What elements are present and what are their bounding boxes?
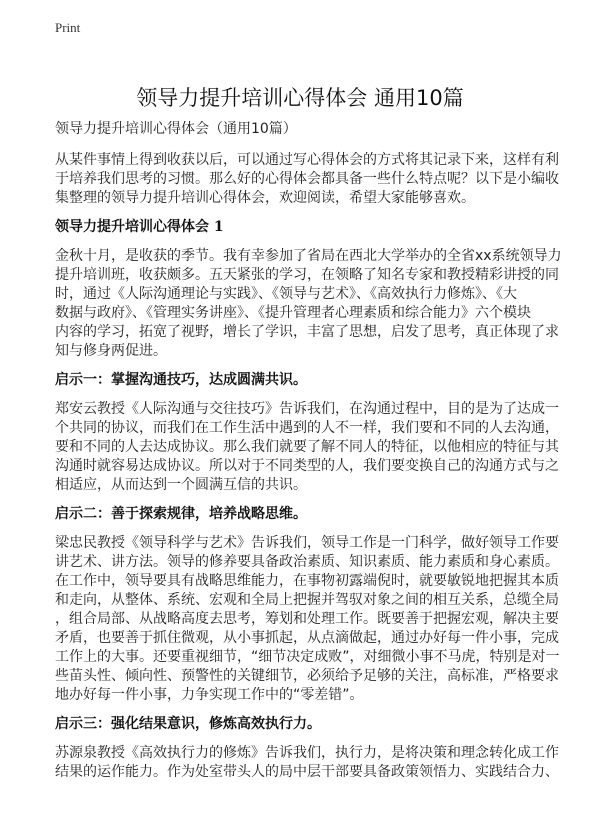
text-line: 苏源泉教授《高效执行力的修炼》告诉我们，执行力，是将决策和理念转化成工作	[55, 745, 559, 761]
print-link[interactable]: Print	[55, 20, 81, 35]
text-line: 沟通时就容易达成协议。所以对于不同类型的人，我们要变换自己的沟通方式与之	[55, 458, 559, 474]
heading-insight-3: 启示三：强化结果意识，修炼高效执行力。	[55, 716, 321, 732]
text-line: 在工作中，领导要具有战略思维能力，在事物初露端倪时，就要敏锐地把握其本质	[55, 573, 559, 589]
text-line: 讲艺术、讲方法。领导的修养要具备政治素质、知识素质、能力素质和身心素质。	[55, 554, 559, 570]
paragraph-4	[55, 744, 559, 782]
text-line: 集整理的领导力提升培训心得体会，欢迎阅读，希望大家能够喜欢。	[55, 190, 475, 206]
text-line: 知与修身两促进。	[55, 343, 167, 359]
heading-insight-1: 启示一：掌握沟通技巧，达成圆满共识。	[55, 372, 307, 388]
document-title: 领导力提升培训心得体会 通用10篇	[136, 86, 464, 110]
text-line: ，组合局部、从战略高度去思考，筹划和处理工作。既要善于把握宏观，解决主要	[55, 611, 559, 627]
text-line: 和走向，从整体、系统、宏观和全局上把握并驾驭对象之间的相互关系，总缆全局	[55, 592, 559, 608]
document-body	[55, 120, 562, 792]
text-line: 地办好每一件小事，力争实现工作中的“零差错”。	[55, 687, 364, 703]
text-line: 梁忠民教授《领导科学与艺术》告诉我们，领导工作是一门科学，做好领导工作要	[55, 535, 559, 551]
text-line: 时，通过《人际沟通理论与实践》、《领导与艺术》、《高效执行力修炼》、《大	[55, 286, 517, 302]
text-line: 金秋十月，是收获的季节。我有幸参加了省局在西北大学举办的全省xx系统领导力	[55, 248, 562, 264]
text-line: 从某件事情上得到收获以后，可以通过写心得体会的方式将其记录下来，这样有利	[55, 152, 559, 168]
text-line: 于培养我们思考的习惯。那么好的心得体会都具备一些什么特点呢？以下是小编收	[55, 171, 559, 187]
paragraph-3	[55, 534, 560, 705]
text-line: 要和不同的人去达成协议。那么我们就要了解不同人的特征，以他相应的特征与其	[55, 439, 559, 455]
text-line: 内容的学习，拓宽了视野，增长了学识，丰富了思想，启发了思考，真正体现了求	[55, 324, 559, 340]
section-heading: 领导力提升培训心得体会 1	[55, 219, 224, 235]
text-line: 郑安云教授《人际沟通与交往技巧》告诉我们，在沟通过程中，目的是为了达成一	[55, 401, 559, 417]
paragraph-1	[55, 247, 562, 361]
text-line: 工作上的大事。还要重视细节，“细节决定成败”，对细微小事不马虎，特别是对一	[55, 649, 560, 665]
intro-paragraph	[55, 151, 559, 208]
text-line: 提升培训班，收获颇多。五天紧张的学习，在领略了知名专家和教授精彩讲授的同	[55, 267, 559, 283]
text-line: 结果的运作能力。作为处室带头人的局中层干部要具备政策领悟力、实践结合力、	[55, 764, 559, 780]
document-subtitle: 领导力提升培训心得体会（通用10篇）	[55, 121, 297, 137]
text-line: 矛盾，也要善于抓住微观，从小事抓起，从点滴做起，通过办好每一件小事，完成	[55, 630, 559, 646]
text-line: 个共同的协议，而我们在工作生活中遇到的人不一样，我们要和不同的人去沟通，	[55, 420, 559, 436]
paragraph-2	[55, 400, 559, 495]
text-line: 相适应，从而达到一个圆满互信的共识。	[55, 477, 307, 493]
text-line: 些苗头性、倾向性、预警性的关键细节，必须给予足够的关注，高标准，严格要求	[55, 668, 559, 684]
heading-insight-2: 启示二：善于探索规律，培养战略思维。	[55, 506, 307, 522]
text-line: 数据与政府》、《管理实务讲座》、《提升管理者心理素质和综合能力》六个模块	[55, 305, 531, 321]
